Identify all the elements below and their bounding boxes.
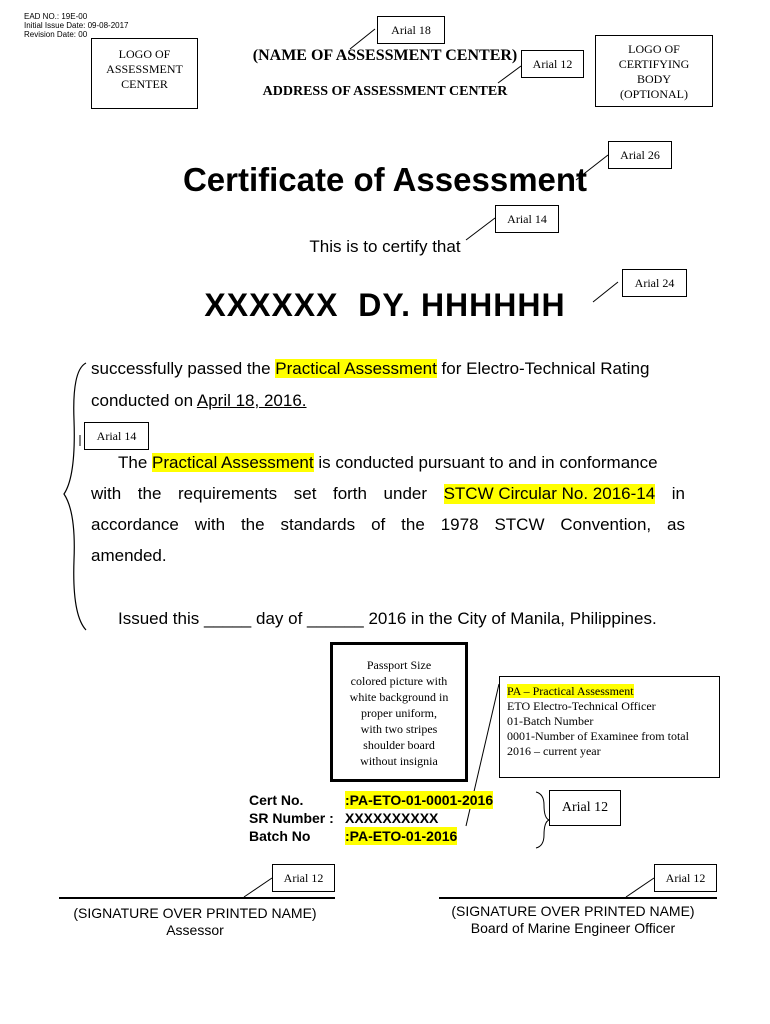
font-note-arial-14-certify: Arial 14	[495, 205, 559, 233]
highlight-practical-assessment: Practical Assessment	[275, 359, 437, 378]
assessment-center-address: ADDRESS OF ASSESSMENT CENTER	[262, 84, 508, 99]
issued-line: Issued this _____ day of ______ 2016 in the City of Manila, Philippines.	[118, 609, 657, 628]
batch-number-row: Batch No :PA-ETO-01-2016	[249, 828, 458, 844]
sr-number-row: SR Number : XXXXXXXXXX	[249, 810, 439, 826]
recipient-name: XXXXXX DY. HHHHHH	[204, 287, 566, 323]
font-note-arial-12-sig-right: Arial 12	[654, 864, 717, 892]
signature-block-left	[40, 905, 350, 939]
logo-assessment-center: LOGO OF ASSESSMENT CENTER	[91, 38, 198, 109]
assessor-label: Assessor	[166, 922, 224, 938]
board-label: Board of Marine Engineer Officer	[470, 920, 676, 936]
signature-block-right	[415, 903, 731, 937]
signature-caption-left: (SIGNATURE OVER PRINTED NAME)	[73, 905, 317, 921]
cert-number-row: Cert No. :PA-ETO-01-0001-2016	[249, 792, 494, 808]
body-line-5: accordance with the standards of the 1978 STCW Convention, as	[91, 515, 685, 534]
cert-info	[249, 791, 493, 845]
font-note-arial-24: Arial 24	[622, 269, 687, 297]
passport-photo-placeholder: Passport Size colored picture with white background in proper uniform, with two stripes shoulder board without insignia	[330, 642, 468, 782]
font-note-arial-14-body: Arial 14	[84, 422, 149, 450]
body-line-6: amended.	[91, 546, 167, 565]
cert-number-legend: PA – Practical Assessment ETO Electro-Technical Officer 01-Batch Number 0001-Number of Examinee from total 2016 – current year	[499, 676, 720, 778]
font-note-arial-12-cert: Arial 12	[549, 790, 621, 826]
font-note-arial-12-header: Arial 12	[521, 50, 584, 78]
signature-line-right	[439, 897, 717, 899]
certificate-title: Certificate of Assessment	[182, 161, 588, 198]
revision-date: Revision Date: 00	[24, 30, 88, 39]
body-line-3: The Practical Assessment is conducted pursuant to and in conformance	[118, 453, 658, 472]
sr-number-value: XXXXXXXXXX	[345, 810, 439, 826]
initial-issue-date: Initial Issue Date: 09-08-2017	[24, 21, 129, 30]
font-note-arial-12-sig-left: Arial 12	[272, 864, 335, 892]
body-line-2: conducted on April 18, 2016.	[91, 391, 307, 410]
assessment-center-name: (NAME OF ASSESSMENT CENTER)	[252, 47, 518, 64]
ead-number: EAD NO.: 19E-00	[24, 12, 88, 21]
logo-certifying-body: LOGO OF CERTIFYING BODY (OPTIONAL)	[595, 35, 713, 107]
signature-caption-right: (SIGNATURE OVER PRINTED NAME)	[451, 903, 695, 919]
stcw-circular: STCW Circular No. 2016-14	[443, 484, 656, 503]
body-line-4: with the requirements set forth under STCW Circular No. 2016-14 in	[91, 484, 685, 503]
certify-line: This is to certify that	[309, 237, 461, 256]
body-line-1: successfully passed the Practical Assessment for Electro-Technical Rating	[91, 359, 650, 378]
highlight-practical-assessment-2: Practical Assessment	[152, 453, 314, 472]
signature-line-left	[59, 897, 335, 899]
batch-number-value: :PA-ETO-01-2016	[345, 828, 458, 844]
cert-number-value: :PA-ETO-01-0001-2016	[345, 792, 494, 808]
font-note-arial-26: Arial 26	[608, 141, 672, 169]
font-note-arial-18: Arial 18	[377, 16, 445, 44]
assessment-date: April 18, 2016.	[196, 391, 307, 410]
